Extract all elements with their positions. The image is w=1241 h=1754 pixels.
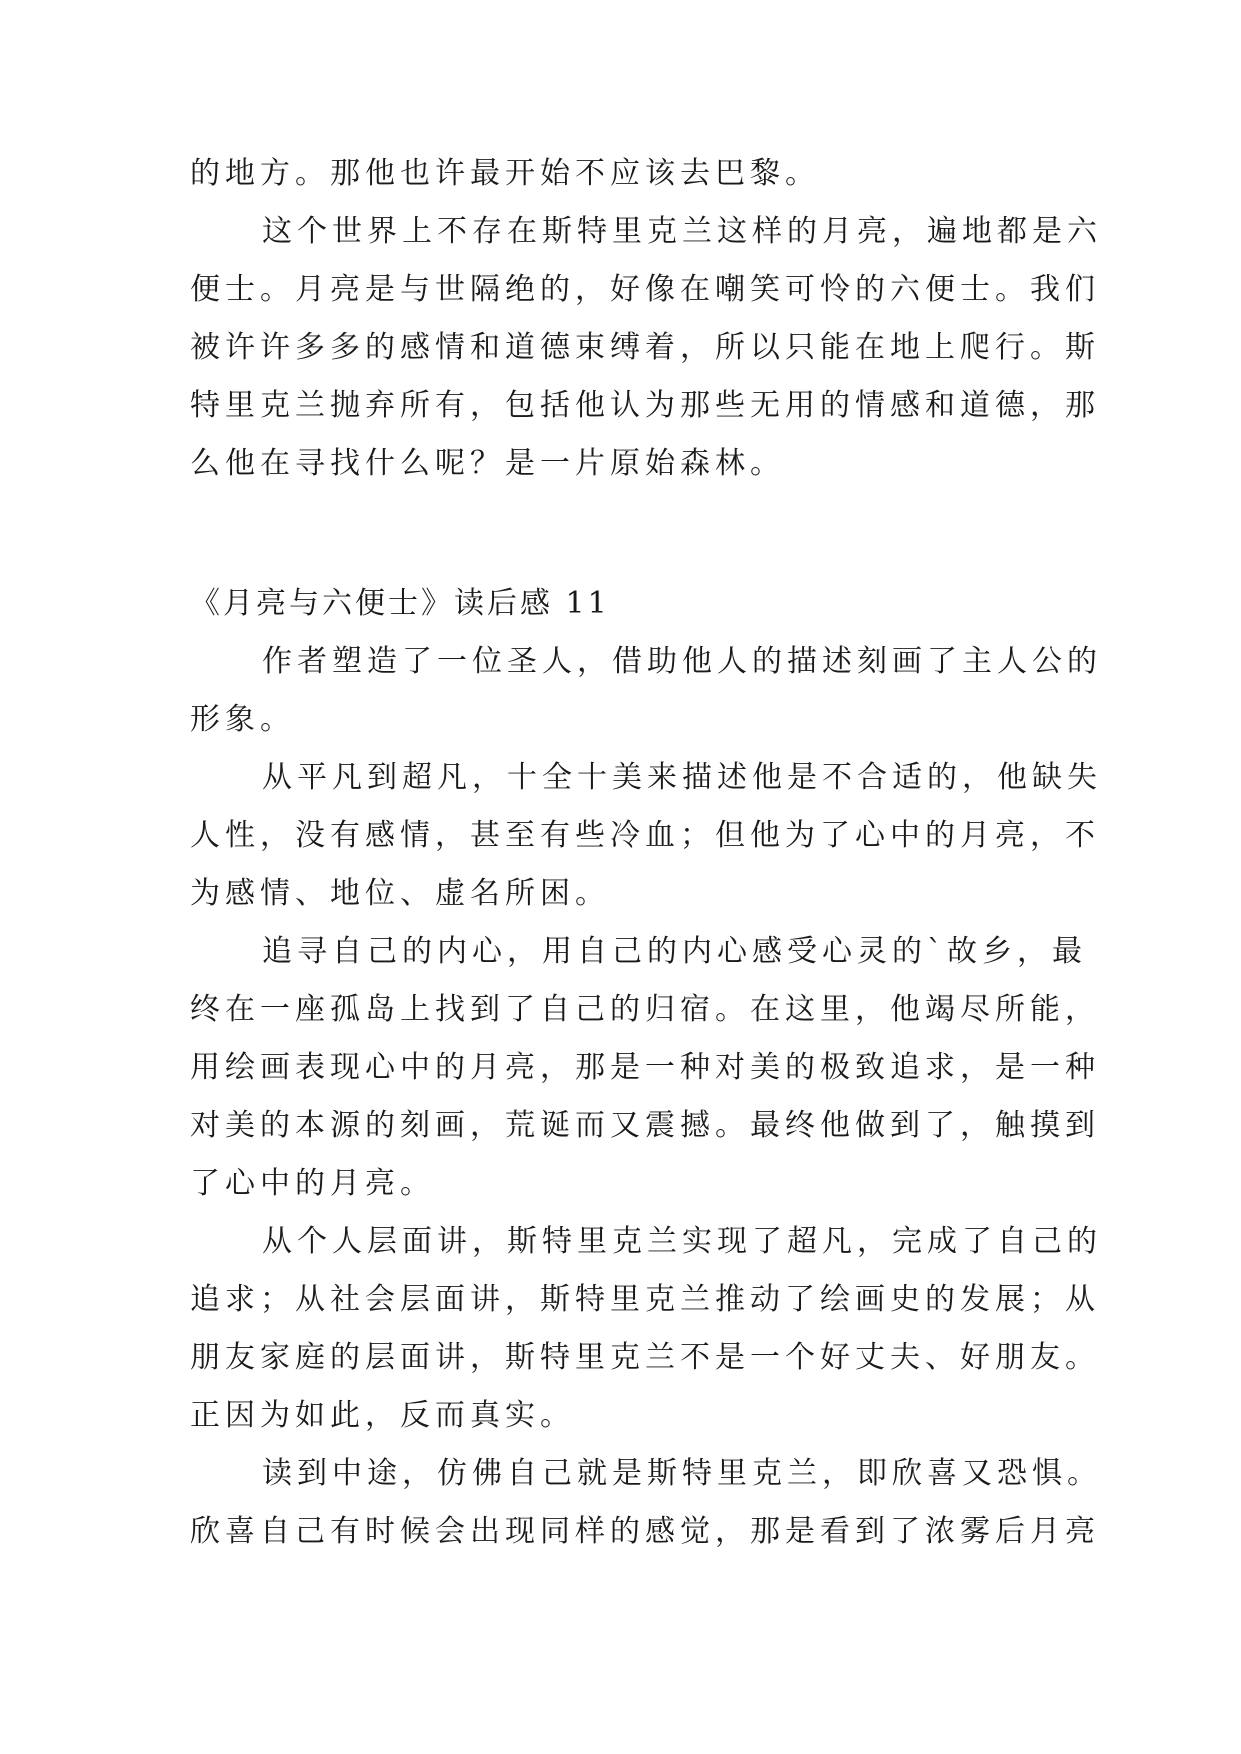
text-line: 被许许多多的感情和道德束缚着，所以只能在地上爬行。斯: [190, 330, 1100, 365]
text-line: 对美的本源的刻画，荒诞而又震撼。最终他做到了，触摸到: [190, 1108, 1100, 1143]
text-line: 追寻自己的内心，用自己的内心感受心灵的`故乡，最: [262, 934, 1087, 969]
paragraph: [190, 1213, 1102, 1445]
text-line: 了心中的月亮。: [190, 1166, 435, 1201]
document-body: [190, 145, 1102, 1561]
text-line: 从个人层面讲，斯特里克兰实现了超凡，完成了自己的: [262, 1224, 1102, 1259]
paragraphs-after: [190, 633, 1102, 1561]
text-line: 形象。: [190, 702, 295, 737]
paragraph: [190, 145, 1060, 203]
paragraph: [190, 633, 1102, 749]
text-line: 便士。月亮是与世隔绝的，好像在嘲笑可怜的六便士。我们: [190, 272, 1100, 307]
text-line: 用绘画表现心中的月亮，那是一种对美的极致追求，是一种: [190, 1050, 1100, 1085]
paragraph: [190, 1445, 1102, 1561]
text-line: 特里克兰抛弃所有，包括他认为那些无用的情感和道德，那: [190, 388, 1100, 423]
text-line: 么他在寻找什么呢？是一片原始森林。: [190, 446, 785, 481]
text-line: 人性，没有感情，甚至有些冷血；但他为了心中的月亮，不: [190, 818, 1100, 853]
text-line: 追求；从社会层面讲，斯特里克兰推动了绘画史的发展；从: [190, 1282, 1100, 1317]
text-line: 这个世界上不存在斯特里克兰这样的月亮，遍地都是六: [262, 214, 1102, 249]
paragraph: [190, 749, 1102, 923]
text-line: 正因为如此，反而真实。: [190, 1398, 575, 1433]
text-line: 作者塑造了一位圣人，借助他人的描述刻画了主人公的: [262, 644, 1102, 679]
section-gap: [190, 493, 1060, 575]
text-line: 为感情、地位、虚名所困。: [190, 876, 610, 911]
text-line: 的地方。那他也许最开始不应该去巴黎。: [190, 156, 820, 191]
text-line: 欣喜自己有时候会出现同样的感觉，那是看到了浓雾后月亮: [190, 1514, 1100, 1549]
text-line: 读到中途，仿佛自己就是斯特里克兰，即欣喜又恐惧。: [262, 1456, 1102, 1491]
text-line: 朋友家庭的层面讲，斯特里克兰不是一个好丈夫、好朋友。: [190, 1340, 1100, 1375]
text-line: 终在一座孤岛上找到了自己的归宿。在这里，他竭尽所能，: [190, 992, 1100, 1027]
text-line: 从平凡到超凡，十全十美来描述他是不合适的，他缺失: [262, 760, 1102, 795]
paragraph: [190, 923, 1100, 1213]
section-title: 《月亮与六便士》读后感 11: [190, 586, 610, 621]
paragraphs-before: [190, 145, 1102, 493]
paragraph: [190, 203, 1102, 493]
